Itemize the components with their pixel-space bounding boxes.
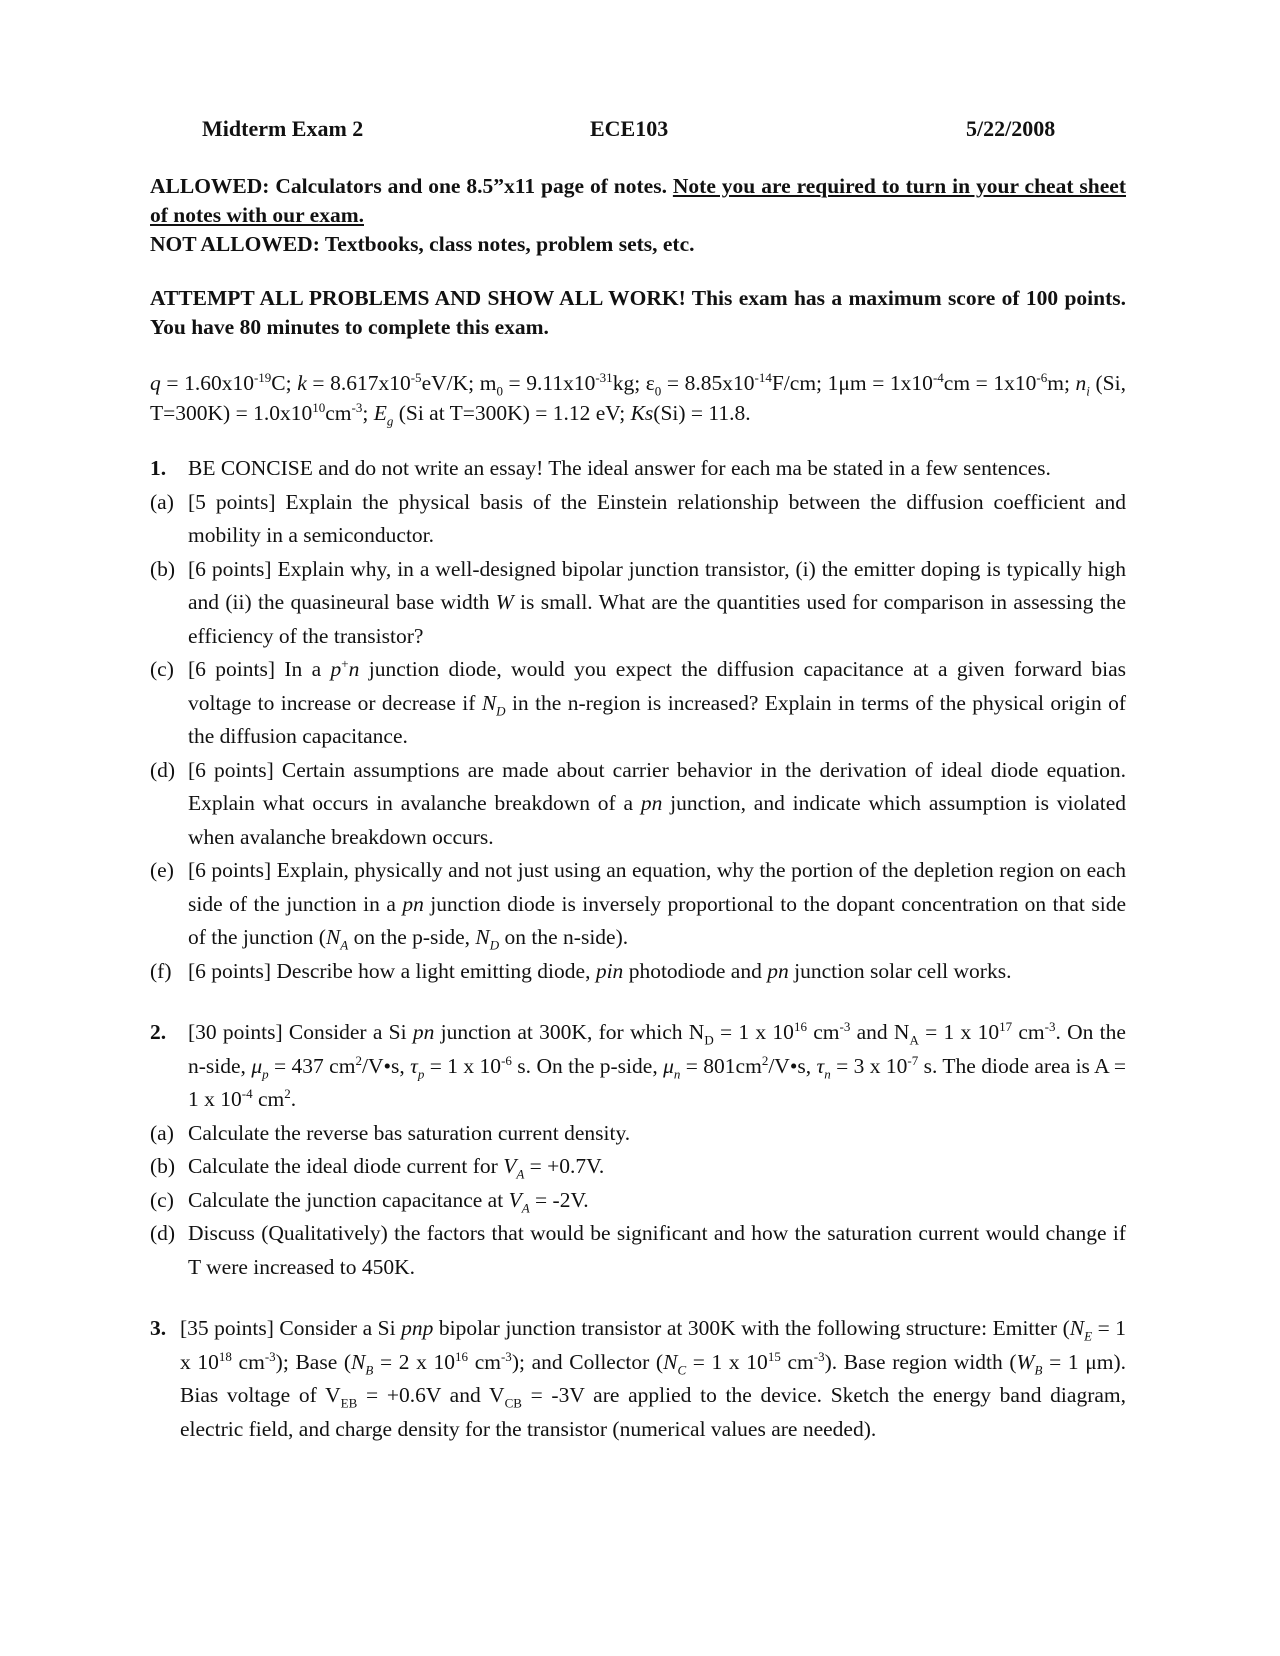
course-code: ECE103	[590, 116, 669, 141]
problem-1-intro: 1. BE CONCISE and do not write an essay! The ideal answer for each ma be stated in a few sentences.	[150, 452, 1126, 486]
problem-1d: (d) [6 points] Certain assumptions are made about carrier behavior in the derivation of ideal diode equation. Explain what occurs in avalanche breakdown of a pn junction, and indicate which assumption is violated when avalanche breakdown occurs.	[150, 757, 1127, 849]
exam-page	[150, 116, 1126, 1446]
problem-1	[150, 452, 1126, 988]
problem-number: 1.	[150, 456, 167, 480]
problem-1b: (b) [6 points] Explain why, in a well-designed bipolar junction transistor, (i) the emitter doping is typically high and (ii) the quasineural base width W is small. What are the quantities used for comparison in assessing the efficiency of the transistor?	[150, 556, 1126, 648]
problem-2	[150, 1016, 1126, 1284]
physical-constants: $q = 1.60x10^{-19}C$; $k = 8.617x10^{-5}eV/K$; $m_0 = 9.11x10^{-31}kg$; $\varepsilon_0 = 8.85x10^{-14}F/cm$; $1\mu m = 1x10^{-4}cm = 1x10^{-6}m$; $n_i$ (Si, $T=300K) = 1.0x10^{10}cm^{-3}$; $E_g$ (Si at T=300K) = 1.12 eV; Ks(Si) = 11.8.	[150, 369, 1126, 429]
instructions: ATTEMPT ALL PROBLEMS AND SHOW ALL WORK! This exam has a maximum score of 100 points. You have 80 minutes to complete this exam.	[150, 286, 1126, 339]
exam-date: 5/22/2008	[966, 116, 1056, 141]
problem-2d: (d) Discuss (Qualitatively) the factors that would be significant and how the saturation current would change if T were increased to 450K.	[150, 1221, 1126, 1279]
problem-2-intro: 2. [30 points] Consider a Si pn junction at 300K, for which $N_D = 1$ x $10^{16}$ $cm^{-3}$ and $N_A = 1$ x $10^{17}$ $cm^{-3}$. On the n-side, $\mu_p = 437$ $cm^2/V•s$, $\tau_p = 1$ x $10^{-6}$ s. On the p-side, $\mu_n$ = $801cm^2/V•s$, $\tau_n = 3$ x $10^{-7}$ s. The diode area is A = 1 x $10^{-4}$ $cm^2$.	[150, 1016, 1126, 1117]
exam-header	[150, 116, 1126, 146]
problem-1a: (a) [5 points] Explain the physical basis of the Einstein relationship between the diffusion coefficient and mobility in a semiconductor.	[150, 489, 1126, 547]
problem-1e: (e) [6 points] Explain, physically and not just using an equation, why the portion of the depletion region on each side of the junction in a pn junction diode is inversely proportional to the dopant concentration on that side of the junction ($N_A$ on the p-side, $N_D$ on the n-side).	[150, 858, 1126, 953]
exam-title: Midterm Exam 2	[202, 116, 364, 141]
problem-number: 2.	[150, 1020, 167, 1044]
allowed-section	[150, 172, 1126, 259]
problem-3-text: 3. [35 points] Consider a Si pnp bipolar junction transistor at 300K with the following structure: Emitter ($N_E = 1$ x $10^{18}$ $cm^{-3}$); Base ($N_B = 2$ x $10^{16}$ $cm^{-3}$); and Collector ($N_C = 1$ x $10^{15}$ $cm^{-3}$). Base region width ($W_B = 1$ μm). Bias voltage of $V_{EB} = +0.6V$ and $V_{CB} = -3V$ are applied to the device. Sketch the energy band diagram, electric field, and charge density for the transistor (numerical values are needed).	[150, 1312, 1126, 1446]
problem-2c: (c) Calculate the junction capacitance at $V_A = -2V$.	[150, 1187, 589, 1215]
problem-1c: (c) [6 points] In a p+n junction diode, would you expect the diffusion capacitance at a given forward bias voltage to increase or decrease if $N_D$ in the n-region is increased? Explain in terms of the physical origin of the diffusion capacitance.	[150, 655, 1127, 748]
problem-2b: (b) Calculate the ideal diode current for $V_A = +0.7V$.	[150, 1154, 605, 1182]
problem-1f: (f) [6 points] Describe how a light emitting diode, pin photodiode and pn junction solar cell works.	[150, 958, 1012, 983]
problem-number: 3.	[150, 1316, 167, 1340]
problem-2a: (a) Calculate the reverse bas saturation current density.	[150, 1120, 631, 1145]
problem-3	[150, 1312, 1126, 1446]
cheat-sheet-note: Note you are required to turn in your cheat sheet of notes with our exam.	[150, 174, 1126, 227]
not-allowed-text: NOT ALLOWED: Textbooks, class notes, problem sets, etc.	[150, 232, 695, 256]
allowed-text: ALLOWED: Calculators and one 8.5”x11 page of notes.	[150, 174, 667, 198]
